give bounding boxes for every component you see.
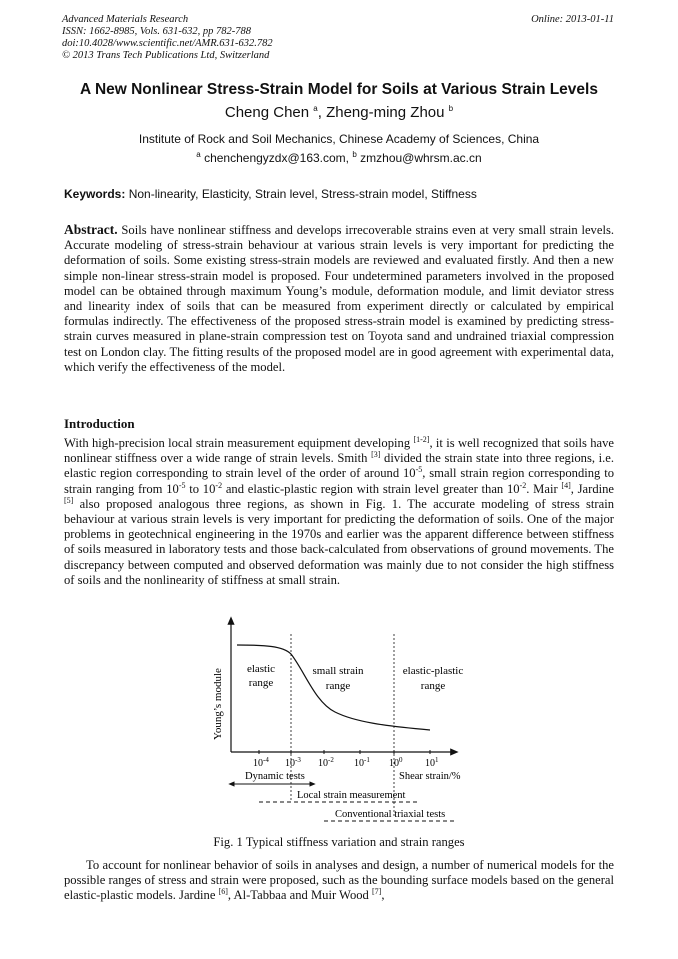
- citation: [6]: [218, 887, 228, 897]
- region-label: range: [420, 680, 446, 692]
- paper-title: A New Nonlinear Stress-Strain Model for Soils at Various Strain Levels: [80, 81, 598, 98]
- region-label: elastic-plastic: [402, 665, 464, 677]
- citation: [5]: [64, 495, 74, 505]
- region-label: elastic: [246, 663, 276, 675]
- doi: doi:10.4028/www.scientific.net/AMR.631-632.782: [62, 38, 273, 49]
- intro-text: divided the strain state into three regions, i.e. elastic region corresponding to strain level of the order of around 10: [64, 451, 615, 481]
- email-a: chenchengyzdx@163.com,: [200, 151, 353, 165]
- section-heading: Introduction: [64, 416, 135, 431]
- intro-text: , Jardine: [570, 481, 615, 496]
- keywords-text: Non-linearity, Elasticity, Strain level, Stress-strain model, Stiffness: [125, 187, 477, 201]
- range-triaxial-label: Conventional triaxial tests: [335, 809, 446, 820]
- intro-text: . Mair: [526, 481, 562, 496]
- intro-text: and elastic-plastic region with strain level greater than 10: [222, 481, 520, 496]
- email-b: zmzhou@whrsm.ac.cn: [356, 151, 482, 165]
- paragraph-2: [64, 858, 614, 904]
- abstract: [64, 222, 614, 375]
- figure-1: [205, 612, 475, 832]
- affiliation: Institute of Rock and Soil Mechanics, Chinese Academy of Sciences, China: [138, 132, 540, 146]
- intro-text: also proposed analogous three regions, as shown in Fig. 1. The accurate modeling of stress strain behaviour at various strain levels is very important for predicting the deformation of soils. One of the major problems in geotechnical engineering in the 1970s and earlier was the apparent difference between stiffness of soils measured in laboratory tests and those back-calculated from observations of ground movements. The discrepancy between computed and observed deformation was mainly due to not consider the high stiffness of soils and the nonlinearity of stiffness at small strain.: [64, 496, 614, 587]
- tick-label: $10^{-1}$: [354, 756, 370, 769]
- author-1: Cheng Chen: [224, 104, 310, 121]
- online-date: Online: 2013-01-11: [531, 14, 614, 25]
- journal-header: [62, 14, 273, 62]
- journal-name: Advanced Materials Research: [62, 14, 189, 25]
- tick-label: $10^1$: [425, 756, 439, 769]
- issn: ISSN: 1662-8985, Vols. 631-632, pp 782-788: [62, 26, 251, 37]
- email-a-mark: a: [196, 150, 201, 159]
- para-text: , Al-Tabbaa and Muir Wood: [227, 888, 372, 903]
- exponent: -2: [519, 480, 527, 490]
- tick-label: $10^0$: [389, 756, 403, 769]
- para-text: ,: [381, 888, 385, 903]
- intro-text: to 10: [185, 481, 216, 496]
- range-dynamic-label: Dynamic tests: [245, 771, 305, 782]
- author-2-mark: b: [448, 104, 454, 113]
- keywords-label: Keywords:: [64, 187, 126, 201]
- region-label: range: [325, 680, 351, 692]
- tick-label: $10^{-2}$: [318, 756, 334, 769]
- copyright: © 2013 Trans Tech Publications Ltd, Switzerland: [62, 50, 270, 61]
- emails: [0, 151, 678, 165]
- citation: [1-2]: [413, 434, 430, 444]
- x-axis-label: Shear strain/%: [399, 771, 461, 782]
- abstract-text: Soils have nonlinear stiffness and develops irrecoverable strains even at very small strain levels. Accurate modeling of stress-strain behaviour at various strain levels is very important for predicting the deformation of soils. Some existing stress-strain models are reviewed and evaluated firstly. And then a new simple non-linear stress-strain model is proposed. Four undetermined parameters involved in the proposed model can be obtained through maximum Young’s module, deformation module, and limit deviator stress and linearity index of soils that can be measured from experiment directly or calculated by empirical formulas indirectly. The effectiveness of the proposed stress-strain model is examined by predicting stress-strain curves measured in plane-strain compression test on Toyota sand and undrained triaxial compression test on London clay. The fitting results of the proposed model are in good agreement with experimental data, which verify the effectiveness of the model.: [64, 223, 614, 374]
- author-1-mark: a: [313, 104, 318, 113]
- region-label: small strain: [312, 665, 364, 677]
- intro-text: , it is well recognized that soils have nonlinear stiffness over a wide range of strain levels. Smith: [64, 436, 614, 466]
- intro-text: With high-precision local strain measurement equipment developing: [64, 436, 414, 450]
- author-separator: ,: [317, 104, 327, 121]
- range-local-label: Local strain measurement: [297, 790, 406, 801]
- exponent: -5: [415, 465, 423, 475]
- exponent: -2: [215, 480, 223, 490]
- intro-text: , small strain region corresponding to strain ranging from 10: [64, 466, 614, 496]
- authors: [0, 104, 678, 121]
- region-label: range: [248, 677, 274, 689]
- keywords: [64, 187, 477, 201]
- figure-caption: Fig. 1 Typical stiffness variation and strain ranges: [213, 835, 465, 849]
- para-text: To account for nonlinear behavior of soils in analyses and design, a number of numerical models for the possible ranges of stress and strain were proposed, such as the bounding surface models based on the general elastic-plastic models. Jardine: [64, 858, 614, 903]
- y-axis-label: Young’s module: [212, 668, 224, 740]
- author-2: Zheng-ming Zhou: [326, 104, 445, 121]
- tick-label: $10^{-3}$: [285, 756, 301, 769]
- citation: [7]: [371, 887, 382, 897]
- abstract-label: Abstract.: [64, 222, 118, 237]
- intro-paragraph: [64, 436, 614, 588]
- email-b-mark: b: [352, 150, 357, 159]
- citation: [4]: [561, 480, 571, 490]
- tick-label: $10^{-4}$: [253, 756, 269, 769]
- exponent: -5: [178, 480, 186, 490]
- citation: [3]: [371, 450, 381, 460]
